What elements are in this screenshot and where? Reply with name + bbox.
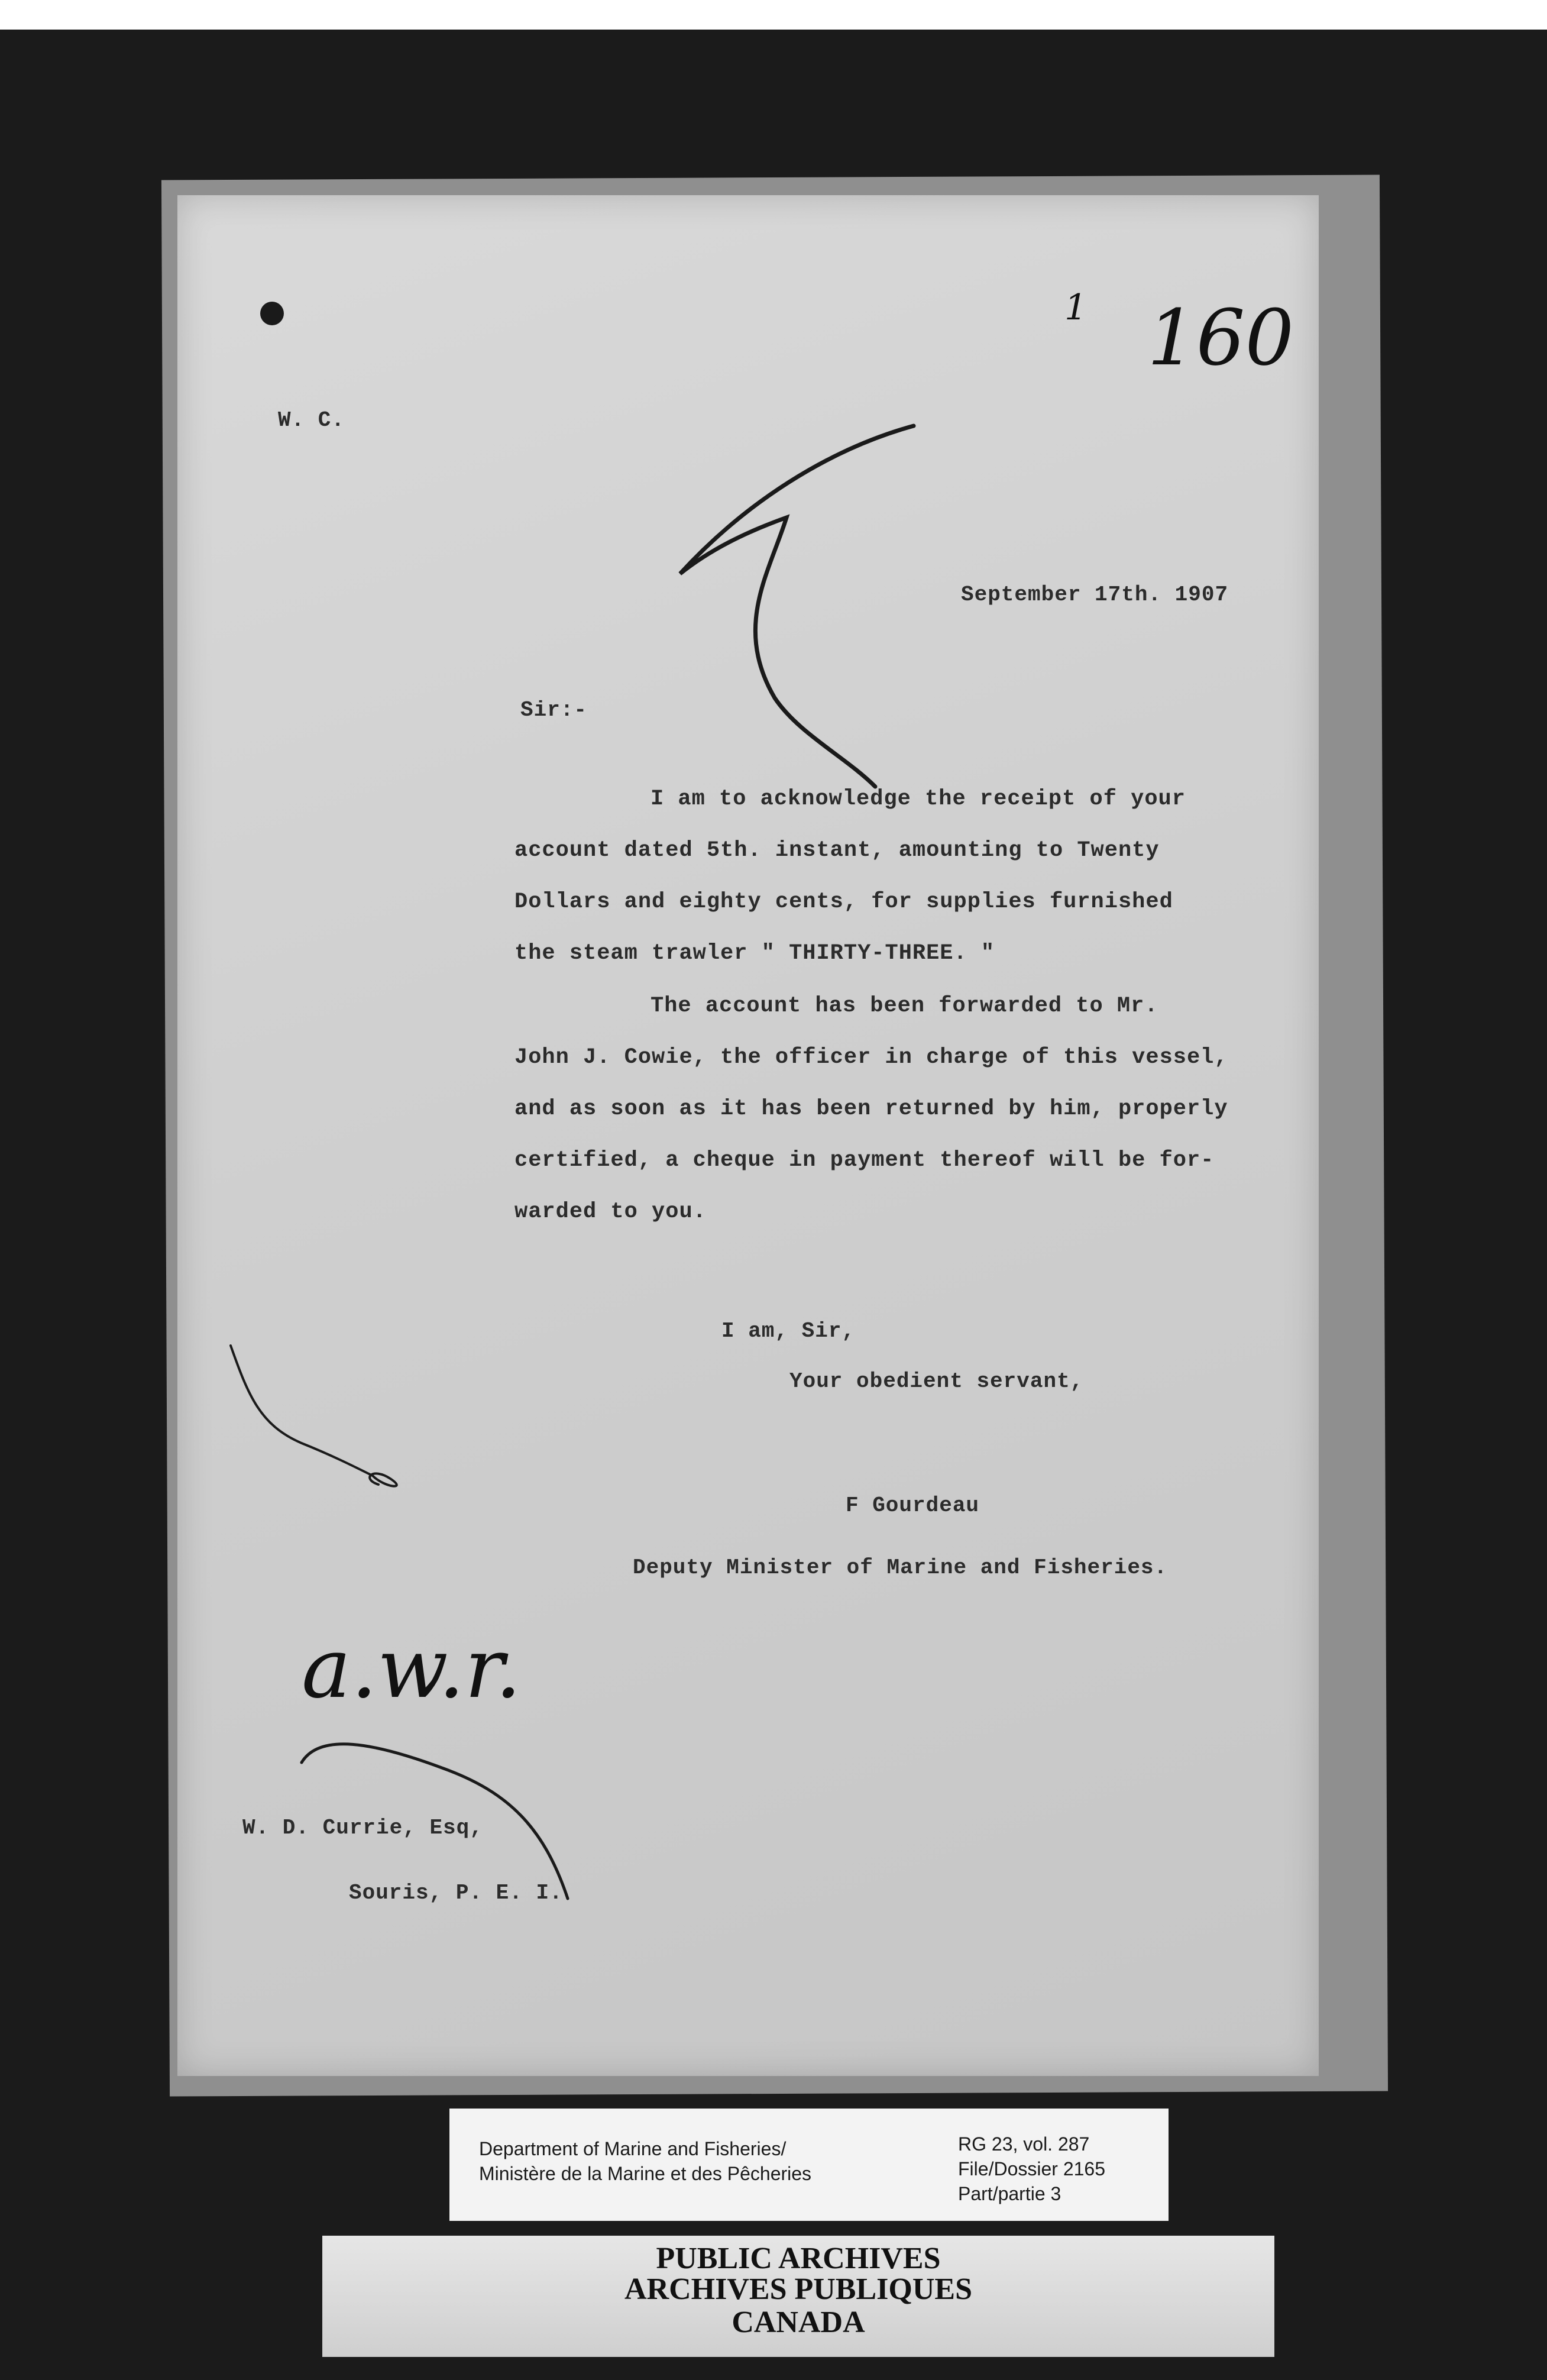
part-number: Part/partie 3 bbox=[958, 2183, 1061, 2204]
stamp-line: ARCHIVES PUBLIQUES bbox=[624, 2272, 973, 2306]
addressee-place: Souris, P. E. I. bbox=[349, 1881, 563, 1905]
closing-line: Your obedient servant, bbox=[789, 1369, 1084, 1393]
stamp-line: CANADA bbox=[732, 2305, 865, 2339]
public-archives-stamp bbox=[322, 2236, 1274, 2357]
body-line: certified, a cheque in payment thereof will be for- bbox=[514, 1148, 1215, 1173]
closing-line: I am, Sir, bbox=[721, 1319, 856, 1343]
archive-reference-label bbox=[449, 2109, 1169, 2221]
addressee-name: W. D. Currie, Esq, bbox=[242, 1816, 483, 1840]
body-line: Dollars and eighty cents, for supplies furnished bbox=[514, 890, 1173, 914]
typed-signature: F Gourdeau bbox=[846, 1493, 980, 1518]
body-line: and as soon as it has been returned by him, properly bbox=[514, 1097, 1228, 1121]
file-initials: W. C. bbox=[278, 408, 345, 432]
department-english: Department of Marine and Fisheries/ bbox=[479, 2138, 787, 2159]
letter-date: September 17th. 1907 bbox=[961, 583, 1229, 607]
record-group: RG 23, vol. 287 bbox=[958, 2133, 1090, 2155]
file-number: File/Dossier 2165 bbox=[958, 2158, 1105, 2179]
letter-page bbox=[177, 195, 1319, 2076]
body-line: account dated 5th. instant, amounting to Twenty bbox=[514, 838, 1160, 863]
body-line: The account has been forwarded to Mr. bbox=[650, 994, 1158, 1018]
handwritten-initials: a.w.r. bbox=[302, 1621, 522, 1717]
body-line: warded to you. bbox=[514, 1199, 707, 1224]
department-french: Ministère de la Marine et des Pêcheries bbox=[479, 2163, 812, 2184]
body-line: John J. Cowie, the officer in charge of this vessel, bbox=[514, 1045, 1228, 1070]
body-line: the steam trawler " THIRTY-THREE. " bbox=[514, 941, 995, 966]
pen-strokes bbox=[177, 195, 1319, 2076]
folio-tick: 1 bbox=[1064, 287, 1088, 328]
body-line: I am to acknowledge the receipt of your bbox=[650, 787, 1186, 811]
signer-title: Deputy Minister of Marine and Fisheries. bbox=[633, 1556, 1168, 1580]
salutation: Sir:- bbox=[520, 698, 588, 722]
folio-number: 160 bbox=[1147, 293, 1294, 383]
stamp-line: PUBLIC ARCHIVES bbox=[656, 2242, 941, 2275]
